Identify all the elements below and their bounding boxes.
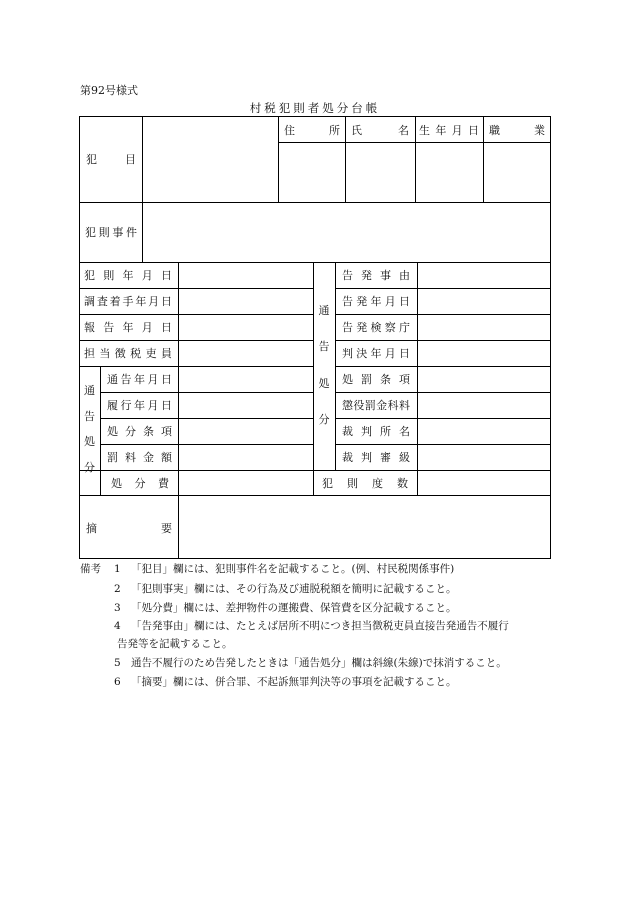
birthdate-header: 生 年 月 日 — [419, 123, 479, 137]
complaint-date-label: 告 発 年 月 日 — [342, 294, 410, 308]
name-header: 氏 名 — [351, 123, 409, 137]
notes-label: 備考 — [80, 563, 101, 575]
row-divider — [79, 288, 313, 289]
tsukoku-date-label: 通 告 年 月 日 — [107, 372, 172, 386]
note-text-continued: 告発等を記載すること。 — [117, 638, 233, 650]
hanmoku-label: 犯 目 — [86, 152, 136, 166]
note-text: 「犯則事実」欄には、その行為及び逋脱税額を簡明に記載すること。 — [131, 583, 457, 595]
judgment-date-label: 判 決 年 月 日 — [342, 346, 410, 360]
complaint-reason-label: 告 発 事 由 — [342, 268, 410, 282]
disposition-clause-label: 処 分 条 項 — [107, 424, 172, 438]
court-name-label: 裁 判 所 名 — [342, 424, 410, 438]
col-divider — [483, 116, 484, 202]
col-divider — [278, 116, 279, 202]
tsukoku-shobun-label: 通 告 処 分 — [84, 384, 95, 474]
offense-count-label: 犯 則 度 数 — [322, 476, 408, 490]
penalty-clause-label: 処 罰 条 項 — [342, 372, 410, 386]
investigation-date-label: 調 査 着 手 年 月 日 — [84, 294, 172, 308]
row-divider — [335, 392, 551, 393]
note-text: 「摘要」欄には、併合罪、不起訴無罪判決等の事項を記載すること。 — [131, 676, 457, 688]
row-divider — [100, 418, 313, 419]
form-number: 第92号様式 — [80, 84, 138, 97]
row-divider — [100, 444, 313, 445]
ledger-table — [79, 116, 551, 559]
report-date-label: 報 告 年 月 日 — [84, 320, 172, 334]
row-divider — [79, 470, 551, 471]
row-divider — [335, 288, 551, 289]
row-divider — [335, 444, 551, 445]
note-text: 「告発事由」欄には、たとえば居所不明につき担当徴税吏員直接告発通告不履行 — [131, 620, 509, 632]
occupation-header: 職 業 — [489, 123, 545, 137]
col-divider — [100, 366, 101, 495]
sentence-label: 懲 役 罰 金 科 料 — [342, 398, 410, 412]
note-number: 3 — [114, 602, 121, 614]
row-divider — [79, 495, 551, 496]
fulfillment-date-label: 履 行 年 月 日 — [107, 398, 172, 412]
row-divider — [335, 418, 551, 419]
disposition-cost-label: 処 分 費 — [111, 476, 169, 490]
col-divider — [345, 116, 346, 202]
col-divider — [142, 116, 143, 262]
row-divider — [79, 366, 313, 367]
note-number: 2 — [114, 583, 121, 595]
fine-amount-label: 罰 料 金 額 — [107, 450, 172, 464]
note-number: 1 — [114, 563, 121, 575]
note-number: 6 — [114, 676, 121, 688]
row-divider — [335, 314, 551, 315]
row-divider — [79, 314, 313, 315]
court-level-label: 裁 判 審 級 — [342, 450, 410, 464]
remarks-label: 摘 要 — [86, 521, 172, 535]
row-divider — [79, 262, 551, 263]
address-header: 住 所 — [284, 123, 340, 137]
tax-officer-label: 担 当 徴 税 吏 員 — [84, 346, 172, 360]
note-number: 4 — [114, 620, 121, 632]
kokuhatsu-shobun-label: 通 告 処 分 — [318, 304, 330, 426]
row-divider — [79, 340, 313, 341]
col-divider — [178, 262, 179, 559]
note-text: 通告不履行のため告発したときは「通告処分」欄は斜線(朱線)で抹消すること。 — [131, 657, 507, 669]
row-divider — [335, 340, 551, 341]
col-divider — [415, 116, 416, 202]
col-divider — [417, 262, 418, 495]
note-text: 「処分費」欄には、差押物件の運搬費、保管費を区分記載すること。 — [131, 602, 457, 614]
col-divider — [313, 262, 314, 495]
row-divider — [79, 202, 551, 203]
row-divider — [100, 392, 313, 393]
note-number: 5 — [114, 657, 121, 669]
form-title: 村税犯則者処分台帳 — [249, 101, 381, 115]
hansoku-jiken-label: 犯 則 事 件 — [85, 225, 137, 239]
hansoku-date-label: 犯 則 年 月 日 — [84, 268, 172, 282]
row-divider — [335, 366, 551, 367]
col-divider — [335, 262, 336, 470]
note-text: 「犯目」欄には、犯則事件名を記載すること。(例、村民税関係事件) — [131, 563, 455, 575]
prosecutor-office-label: 告 発 検 察 庁 — [342, 320, 410, 334]
